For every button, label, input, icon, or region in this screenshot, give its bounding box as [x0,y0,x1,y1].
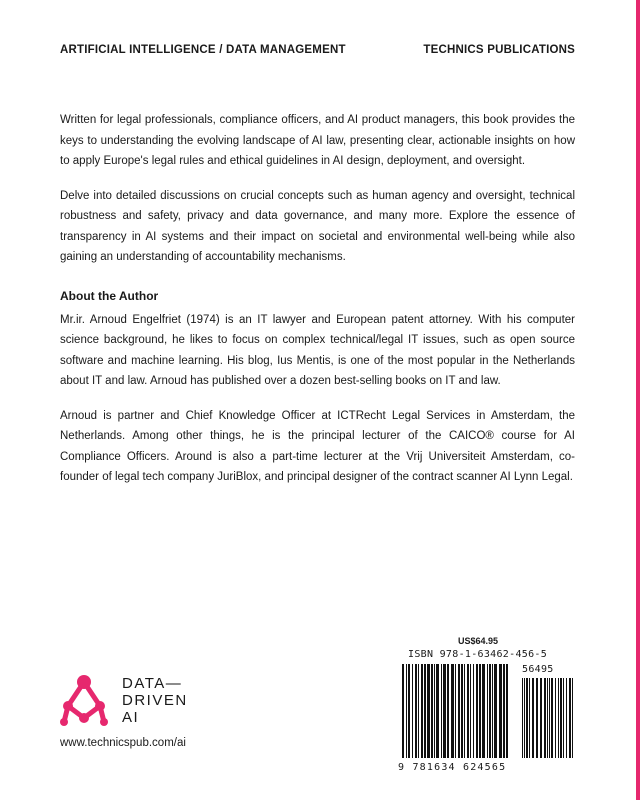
barcode-bar [415,664,417,758]
addon-digits: 56495 [522,664,554,675]
addon-bar [572,678,573,758]
barcode-bar [499,664,502,758]
logo-line-2: DRIVEN [122,691,188,709]
addon-bar [526,678,528,758]
addon-bar [524,678,525,758]
barcode-bar [487,664,488,758]
back-cover-text [60,110,575,502]
addon-bar [569,678,571,758]
barcode-bar [408,664,410,758]
barcode-digits: 9 781634 624565 [398,762,507,773]
price-label: US$64.95 [458,636,499,646]
addon-bar [558,678,559,758]
addon-bar [555,678,556,758]
description-paragraph-2: Delve into detailed discussions on crucial concepts such as human agency and oversight, technical robustness and safety, privacy and data governance, and many more. Explore the essence of transparency in AI systems and their impact on societal and environmental well-being while also gaining an understanding of accountability mechanisms. [60,189,575,263]
addon-bar [547,678,548,758]
barcode-bar [421,664,423,758]
accent-bar [636,0,640,800]
network-logo-icon [58,672,110,728]
barcode-bar [461,664,463,758]
addon-bar [563,678,564,758]
barcode-bars [398,662,578,762]
barcode-bar [494,664,497,758]
publisher-label: TECHNICS PUBLICATIONS [423,44,575,56]
logo-line-1: DATA— [122,674,183,692]
barcode-bar [436,664,439,758]
barcode-bar [431,664,433,758]
website-url: www.technicspub.com/ai [60,737,186,749]
barcode-bar [473,664,474,758]
barcode-bar [434,664,435,758]
barcode-bar [492,664,493,758]
barcode-bar [427,664,430,758]
barcode-bar [443,664,446,758]
barcode-bar [503,664,505,758]
barcode-bar [479,664,481,758]
addon-bar [560,678,562,758]
barcode-bar [467,664,469,758]
isbn-barcode [398,636,578,776]
barcode-bar [489,664,491,758]
addon-bar [522,678,523,758]
barcode-bar [418,664,419,758]
addon-bar [536,678,538,758]
barcode-bar [464,664,465,758]
about-paragraph-1: Mr.ir. Arnoud Engelfriet (1974) is an IT lawyer and European patent attorney. With his computer science background, he likes to focus on complex technical/legal IT issues, such as open source software and machine learning. His blog, Ius Mentis, is one of the most popular in the Netherlands about IT and law. Arnoud has published over a dozen best-selling books on IT and law. [60,313,575,387]
barcode-bar [451,664,454,758]
logo-line-3: AI [122,708,140,726]
addon-bar [540,678,542,758]
addon-bar [529,678,530,758]
isbn-label: ISBN 978-1-63462-456-5 [408,649,548,660]
barcode-bar [447,664,449,758]
barcode-bar [506,664,508,758]
category-label: ARTIFICIAL INTELLIGENCE / DATA MANAGEMENT [60,44,346,56]
about-author-heading: About the Author [60,288,159,303]
barcode-bar [476,664,478,758]
about-paragraph-2: Arnoud is partner and Chief Knowledge Officer at ICTRecht Legal Services in Amsterdam, the Netherlands. Among other things, he is the principal lecturer of the CAICO® course for AI Compliance Officers. Around is also a part-time lecturer at the Vrij Universiteit Amsterdam, co-founder of legal tech company JuriBlox, and principal designer of the contract scanner AI Lynn Legal. [60,409,575,483]
barcode-bar [412,664,413,758]
barcode-bar [402,664,404,758]
header [60,44,575,56]
barcode-bar [441,664,442,758]
description-paragraph-1: Written for legal professionals, compliance officers, and AI product managers, this book provides the keys to understanding the evolving landscape of AI law, presenting clear, actionable insights on how to apply Europe's legal rules and ethical guidelines in AI design, deployment, and oversight. [60,114,575,167]
data-driven-ai-logo [58,670,208,730]
barcode-bar [424,664,426,758]
addon-bar [549,678,550,758]
addon-bar [551,678,553,758]
barcode-bar [458,664,460,758]
addon-bar [566,678,567,758]
barcode-bar [406,664,407,758]
addon-bar [544,678,546,758]
logo-text [122,675,188,726]
addon-bar [532,678,534,758]
barcode-bar [455,664,456,758]
barcode-bar [482,664,485,758]
barcode-bar [470,664,471,758]
